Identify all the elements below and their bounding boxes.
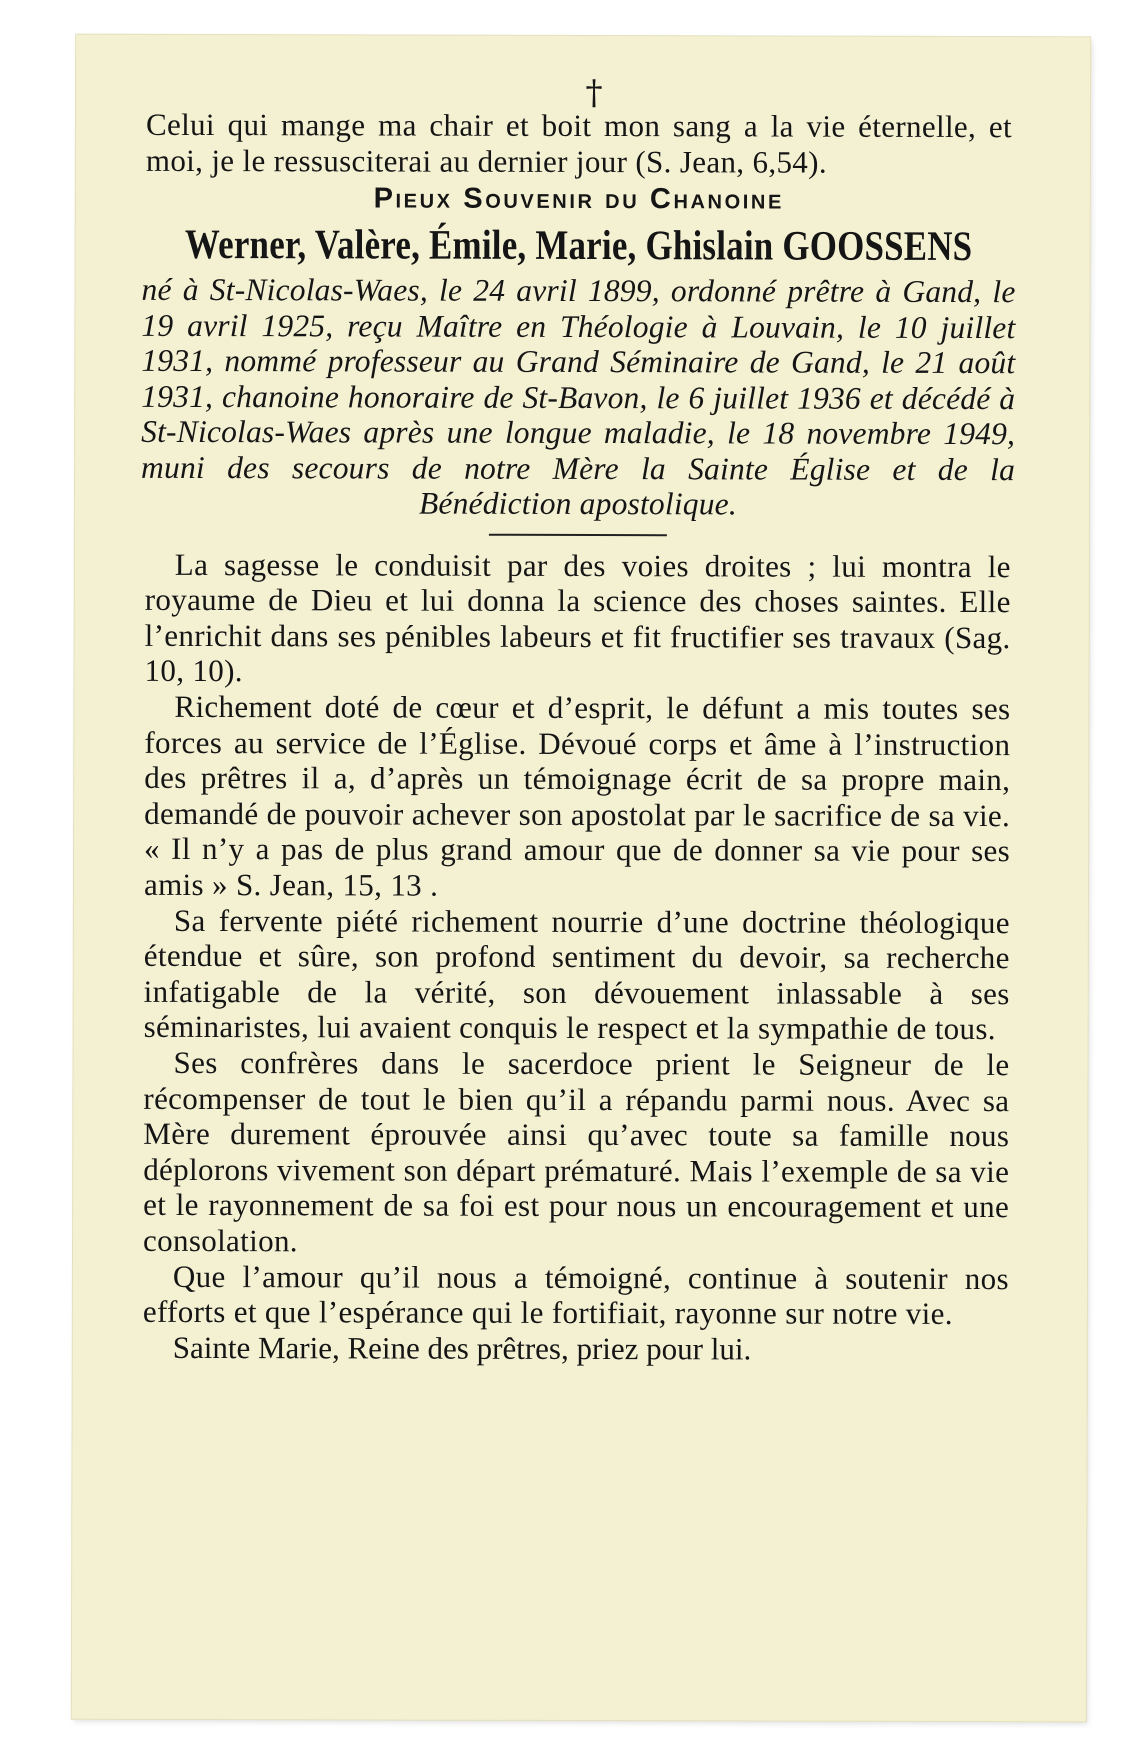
deceased-name: Werner, Valère, Émile, Marie, Ghislain GOOSSENS — [184, 222, 973, 271]
epigraph: Celui qui mange ma chair et boit mon sang a la vie éternelle, et moi, je le ressusciterai au dernier jour (S. Jean, 6,54). — [145, 106, 1013, 180]
paragraph-hope: Que l’amour qu’il nous a témoigné, continue à soutenir nos efforts et que l’espérance qui le fortifiait, rayonne sur notre vie. — [142, 1258, 1009, 1332]
paragraph-devotion: Richement doté de cœur et d’esprit, le défunt a mis toutes ses forces au service de l’Église. Dévoué corps et âme à l’instruction des prêtres il a, d’après un témoignage écrit de sa propre main, demandé de pouvoir achever son apostolat par le sacrifice de sa vie. « Il n’y a pas de plus grand amour que de donner sa vie pour ses amis » S. Jean, 15, 13 . — [143, 688, 1011, 903]
divider-rule — [489, 533, 667, 535]
card-content — [141, 73, 1016, 1368]
memorial-card — [72, 35, 1090, 1722]
card-heading: Pieux Souvenir du Chanoine — [373, 182, 784, 216]
biography: né à St-Nicolas-Waes, le 24 avril 1899, ordonné prêtre à Gand, le 19 avril 1925, reçu Maître en Théologie à Louvain, le 10 juillet 1931, nommé professeur au Grand Séminaire de Gand, le 21 août 1931, chanoine honoraire de St-Bavon, le 6 juillet 1936 et décédé à St-Nicolas-Waes après une longue maladie, le 18 novembre 1949, muni des secours de notre Mère la Sainte Église et de la Bénédiction apostolique. — [141, 272, 1016, 522]
paragraph-confreres: Ses confrères dans le sacerdoce prient le Seigneur de le récompenser de tout le bien qu’il a répandu parmi nous. Avec sa Mère durement éprouvée ainsi qu’avec toute sa famille nous déplorons vivement son départ prématuré. Mais l’exemple de sa vie et le rayonnement de sa foi est pour nous un encouragement et une consolation. — [143, 1044, 1010, 1259]
closing-prayer: Sainte Marie, Reine des prêtres, priez pour lui. — [172, 1329, 752, 1367]
cross-icon: † — [585, 73, 603, 114]
paragraph-piety: Sa fervente piété richement nourrie d’une doctrine théologique étendue et sûre, son profond sentiment du devoir, sa recherche infatigable de la vérité, son dévouement inlassable à ses séminaristes, lui avaient conquis le respect et la sympathie de tous. — [143, 902, 1010, 1047]
paragraph-wisdom: La sagesse le conduisit par des voies droites ; lui montra le royaume de Dieu et lui donna la science des choses saintes. Elle l’enrichit dans ses pénibles labeurs et fit fructifier ses travaux (Sag. 10, 10). — [144, 546, 1011, 689]
